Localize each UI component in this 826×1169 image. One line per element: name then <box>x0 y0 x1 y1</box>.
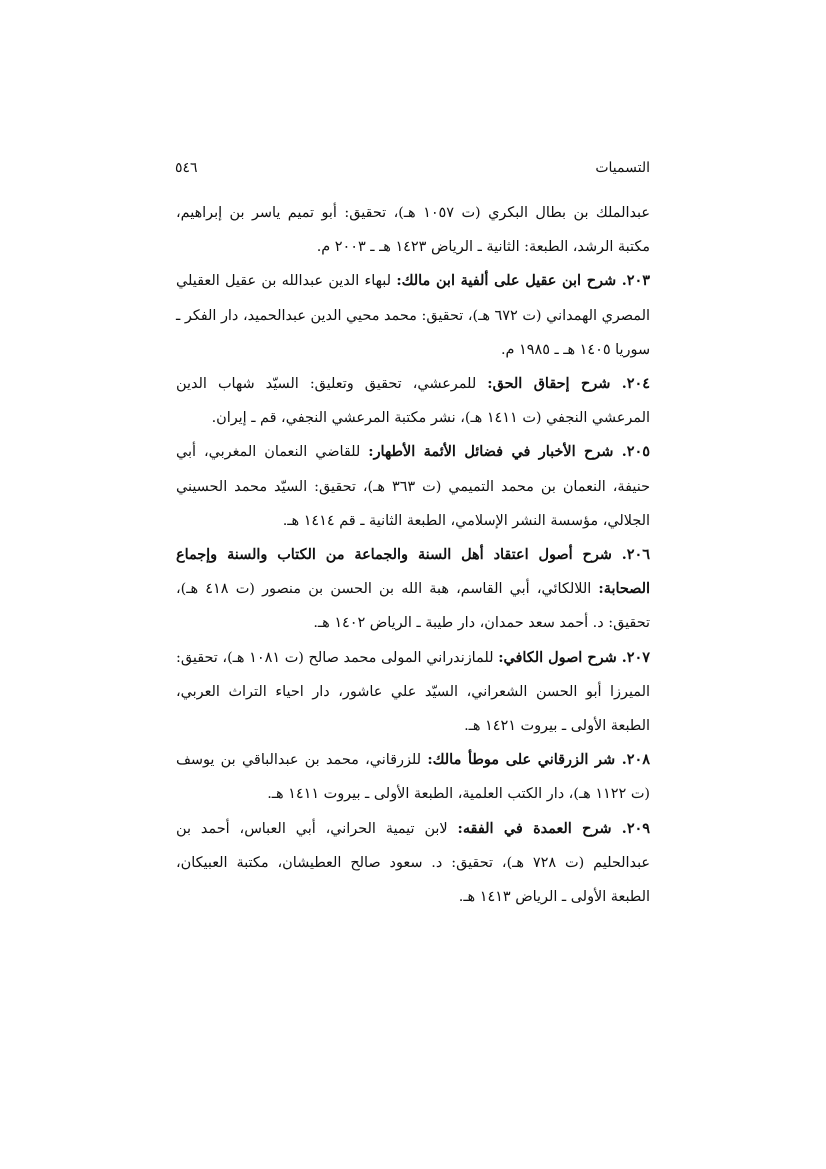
bibliography-entry-206 <box>176 538 650 641</box>
bibliography-entry-continuation <box>176 196 650 264</box>
bibliography-entry-204 <box>176 367 650 435</box>
bibliography-entry-208 <box>176 743 650 811</box>
entry-body: اللالكائي، أبي القاسم، هبة الله بن الحسن بن منصور (ت ٤١٨ هـ)، تحقيق: د. أحمد سعد حمدان، دار طيبة ـ الرياض ١٤٠٢ هـ. <box>176 581 650 632</box>
bibliography-entry-207 <box>176 641 650 744</box>
entry-body: عبدالملك بن بطال البكري (ت ١٠٥٧ هـ)، تحقيق: أبو تميم ياسر بن إبراهيم، مكتبة الرشد، الطبعة: الثانية ـ الرياض ١٤٢٣ هـ ـ ٢٠٠٣ م. <box>176 205 650 256</box>
entry-title: ٢٠٦. شرح أصول اعتقاد أهل السنة والجماعة من الكتاب والسنة وإجماع الصحابة: <box>176 546 650 598</box>
entry-title: ٢٠٧. شرح اصول الكافي: <box>498 648 650 666</box>
bibliography-entry-209 <box>176 812 650 915</box>
entry-body: للقاضي النعمان المغربي، أبي حنيفة، النعمان بن محمد التميمي (ت ٣٦٣ هـ)، تحقيق: السيّد محمد الحسيني الجلالي، مؤسسة النشر الإسلامي، الطبعة الثانية ـ قم ١٤١٤ هـ. <box>176 444 650 529</box>
bibliography-entry-205 <box>176 435 650 538</box>
entry-body: للمرعشي، تحقيق وتعليق: السيّد شهاب الدين المرعشي النجفي (ت ١٤١١ هـ)، نشر مكتبة المرعشي النجفي، قم ـ إيران. <box>176 376 650 427</box>
entry-title: ٢٠٤. شرح إحقاق الحق: <box>487 375 650 393</box>
entry-body: للمازندراني المولى محمد صالح (ت ١٠٨١ هـ)، تحقيق: الميرزا أبو الحسن الشعراني، السيّد علي عاشور، دار احياء التراث العربي، الطبعة الأولى ـ بيروت ١٤٢١ هـ. <box>176 649 650 735</box>
running-head <box>175 160 650 184</box>
entry-body: لبهاء الدين عبدالله بن عقيل العقيلي المصري الهمداني (ت ٦٧٢ هـ)، تحقيق: محمد محيي الدين عبدالحميد، دار الفكر ـ سوريا ١٤٠٥ هـ ـ ١٩٨٥ م. <box>176 273 650 358</box>
entry-title: ٢٠٨. شر الزرقاني على موطأ مالك: <box>427 751 650 769</box>
bibliography-list <box>176 196 650 914</box>
page-number: ٥٤٦ <box>175 160 198 176</box>
running-head-title: التسميات <box>595 160 650 176</box>
entry-body: للزرقاني، محمد بن عبدالباقي بن يوسف (ت ١١٢٢ هـ)، دار الكتب العلمية، الطبعة الأولى ـ بيروت ١٤١١ هـ. <box>176 752 650 803</box>
entry-title: ٢٠٥. شرح الأخبار في فضائل الأئمة الأطهار: <box>368 443 650 461</box>
entry-title: ٢٠٩. شرح العمدة في الفقه: <box>457 819 651 837</box>
entry-body: لابن تيمية الحراني، أبي العباس، أحمد بن عبدالحليم (ت ٧٢٨ هـ)، تحقيق: د. سعود صالح العطيشان، مكتبة العبيكان، الطبعة الأولى ـ الرياض ١٤١٣ هـ. <box>176 820 650 906</box>
bibliography-entry-203 <box>176 264 650 367</box>
entry-title: ٢٠٣. شرح ابن عقيل على ألفية ابن مالك: <box>396 272 650 290</box>
